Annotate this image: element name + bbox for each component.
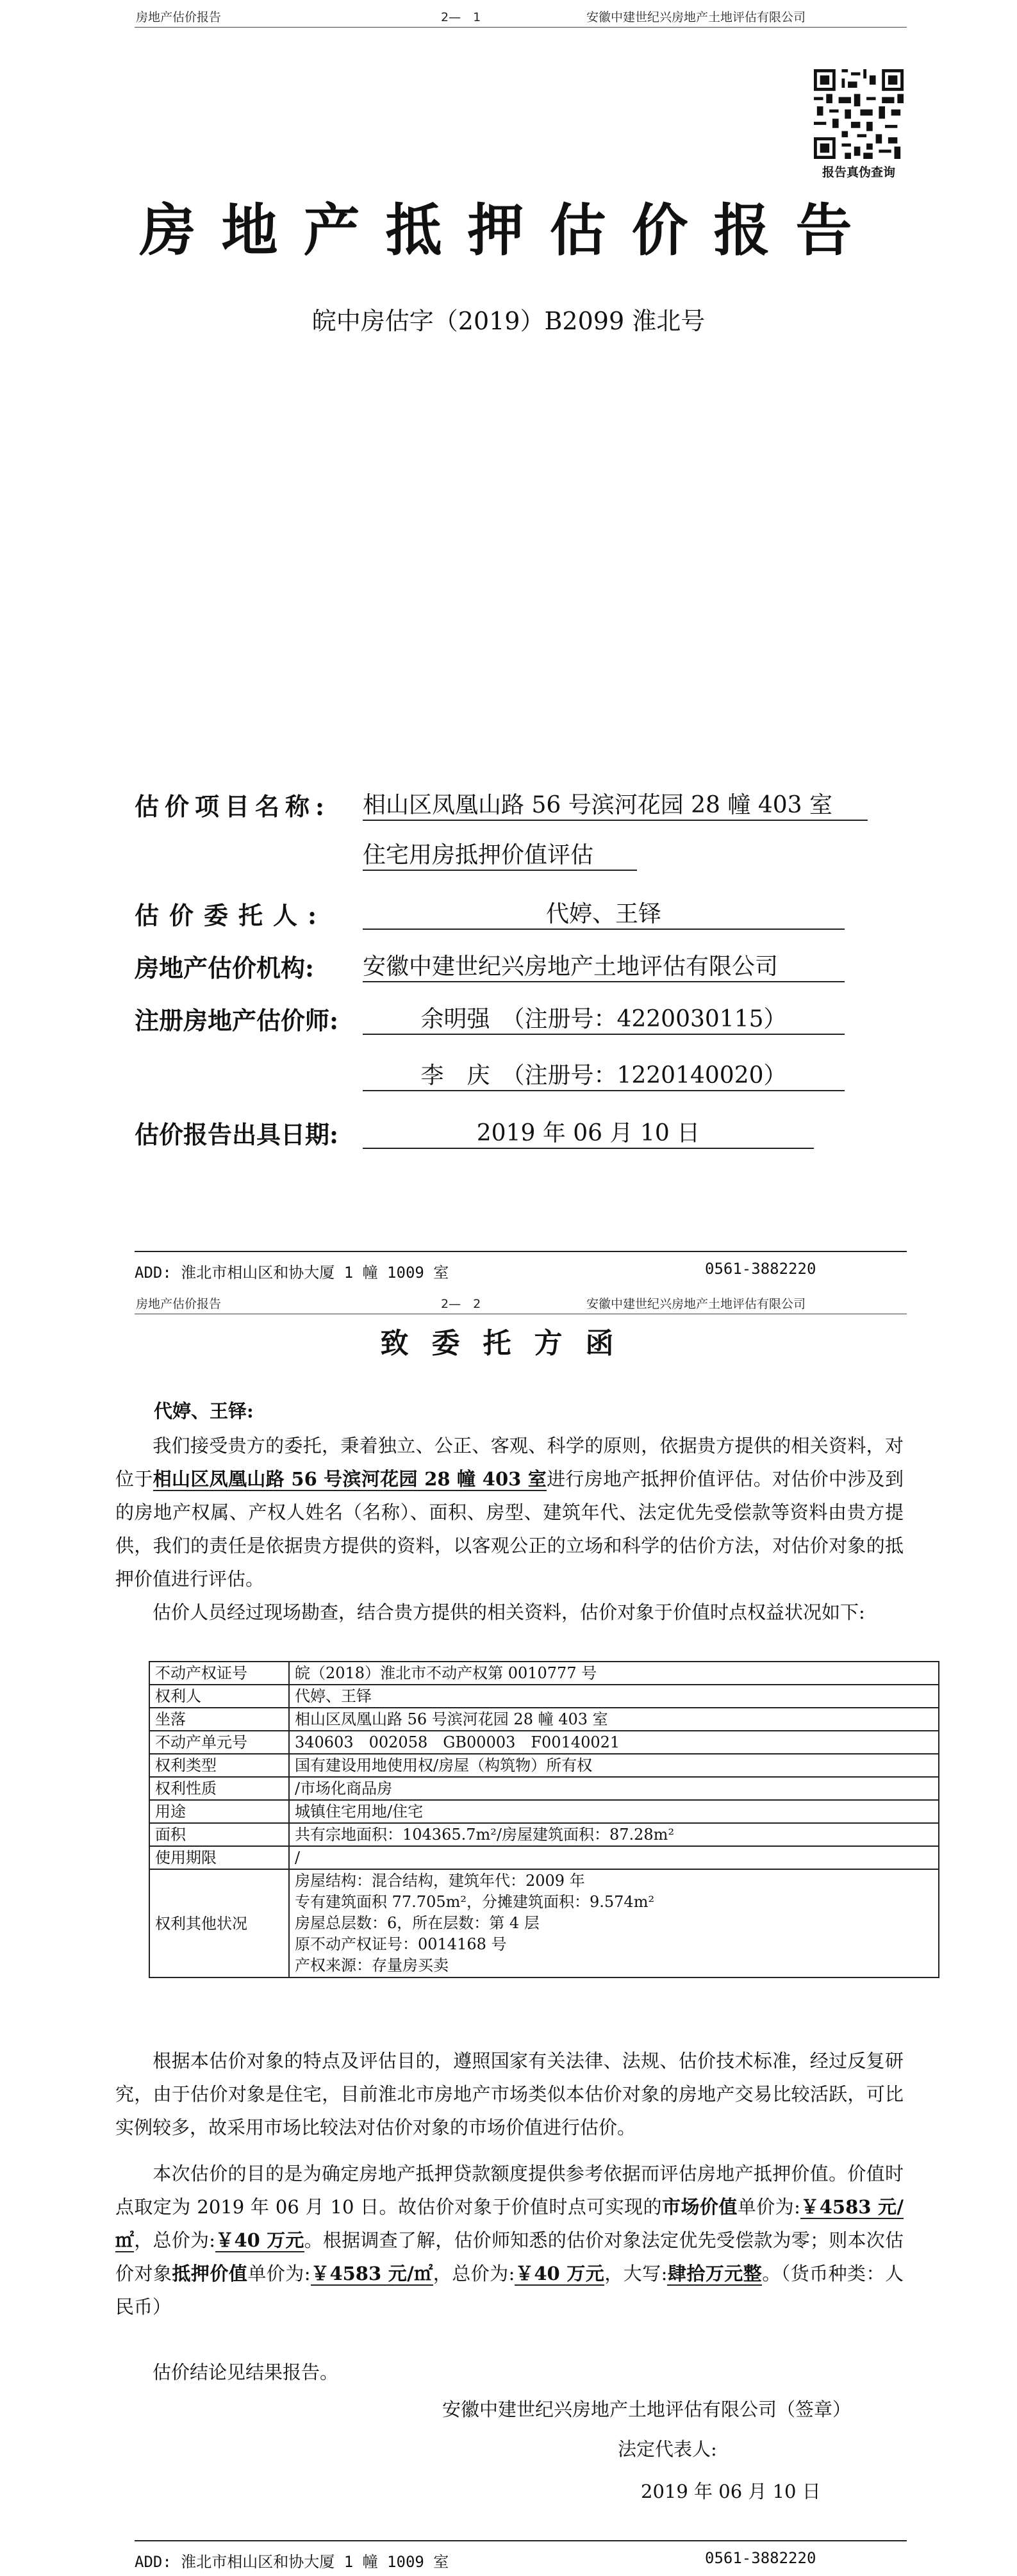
header-right: 安徽中建世纪兴房地产土地评估有限公司 [586,10,806,24]
table-value: 皖（2018）淮北市不动产权第 0010777 号 [289,1662,939,1685]
agency-label: 房地产估价机构: [135,954,315,982]
header-left: 房地产估价报告 [136,10,222,24]
signature-date: 2019 年 06 月 10 日 [641,2481,821,2502]
salutation: 代婷、王铎: [154,1400,254,1422]
table-row [149,1869,939,1977]
market-unit-price: ￥4583 元/㎡ [115,2196,904,2251]
footer-address: ADD: 淮北市相山区和协大厦 1 幢 1009 室 [135,2553,449,2571]
market-value-label: 市场价值 [662,2196,738,2218]
table-key: 权利类型 [149,1754,289,1777]
footer-phone: 0561-3882220 [705,2549,816,2567]
header-rule [135,27,907,28]
issue-date-label: 估价报告出具日期: [135,1120,339,1149]
signature-company: 安徽中建世纪兴房地产土地评估有限公司（签章） [442,2398,852,2420]
market-total-price: ￥40 万元 [215,2229,304,2251]
project-name-line2: 住宅用房抵押价值评估 [363,837,637,871]
footer-rule [135,1251,907,1252]
paragraph-3: 根据本估价对象的特点及评估目的，遵照国家有关法律、法规、估价技术标准，经过反复研究，由于估价对象是住宅，目前淮北市房地产市场类似本估价对象的房地产交易比较活跃，可比实例较多，故采用市场比较法对估价对象的市场价值进行估价。 [115,2050,904,2138]
table-key: 不动产权证号 [149,1662,289,1685]
table-value: 代婷、王铎 [289,1685,939,1708]
paragraph-2: 估价人员经过现场勘查，结合贵方提供的相关资料，估价对象于价值时点权益状况如下: [153,1601,865,1623]
client-label: 估价委托人: [135,901,327,930]
other-line: 房屋总层数：6，所在层数：第 4 层 [295,1914,540,1932]
table-row [149,1800,939,1823]
header-page-number: 2— 2 [441,1297,481,1311]
table-row [149,1846,939,1869]
table-row [149,1662,939,1685]
table-key: 用途 [149,1800,289,1823]
header-page-number: 2— 1 [441,10,481,24]
table-value: 340603 002058 GB00003 F00140021 [289,1731,939,1754]
header-left: 房地产估价报告 [136,1297,222,1311]
table-key: 不动产单元号 [149,1731,289,1754]
legal-representative-label: 法定代表人: [618,2438,717,2460]
table-row [149,1754,939,1777]
paragraph-4: 本次估价的目的是为确定房地产抵押贷款额度提供参考依据而评估房地产抵押价值。价值时点取定为 2019 年 06 月 10 日。故估价对象于价值时点可实现的市场价值单价为:￥4583 元/㎡，总价为:￥40 万元。根据调查了解，估价师知悉的估价对象法定优先受偿款为零；则本次估价对象抵押价值单价为:￥4583 元/㎡，总价为:￥40 万元，大写:肆拾万元整。（货币种类：人民币） [115,2163,904,2318]
header-right: 安徽中建世纪兴房地产土地评估有限公司 [586,1297,806,1311]
table-value: /市场化商品房 [289,1777,939,1800]
mortgage-value-label: 抵押价值 [172,2263,248,2284]
table-key: 权利人 [149,1685,289,1708]
other-line: 房屋结构：混合结构，建筑年代：2009 年 [295,1872,585,1890]
footer-phone: 0561-3882220 [705,1260,816,1278]
table-row [149,1685,939,1708]
letter-title: 致委托方函 [380,1327,637,1360]
table-value: 城镇住宅用地/住宅 [289,1800,939,1823]
appraiser-label: 注册房地产估价师: [135,1006,339,1035]
other-line: 专有建筑面积 77.705m²，分摊建筑面积：9.574m² [295,1893,655,1911]
appraiser-1: 余明强 （注册号：4220030115） [363,1001,845,1035]
agency-value: 安徽中建世纪兴房地产土地评估有限公司 [363,948,845,982]
table-row [149,1731,939,1754]
mortgage-unit-price: ￥4583 元/㎡ [310,2263,433,2284]
amount-in-words: 肆拾万元整 [667,2263,763,2284]
mortgage-total-price: ￥40 万元 [515,2263,605,2284]
table-value: / [289,1846,939,1869]
project-name-label: 估价项目名称: [135,792,331,821]
table-value: 国有建设用地使用权/房屋（构筑物）所有权 [289,1754,939,1777]
paragraph-5: 估价结论见结果报告。 [153,2361,339,2383]
property-address: 相山区凤凰山路 56 号滨河花园 28 幢 403 室 [153,1468,547,1490]
qr-code-icon [814,69,904,159]
footer-rule [135,2540,907,2541]
rights-table [149,1661,939,1978]
appraiser-2: 李 庆 （注册号：1220140020） [363,1057,845,1091]
footer-address: ADD: 淮北市相山区和协大厦 1 幢 1009 室 [135,1264,449,1282]
other-line: 产权来源：存量房买卖 [295,1956,449,1974]
other-line: 原不动产权证号：0014168 号 [295,1935,507,1953]
table-key: 权利性质 [149,1777,289,1800]
issue-date-value: 2019 年 06 月 10 日 [363,1115,814,1149]
table-row [149,1708,939,1731]
report-title: 房地产抵押估价报告 [139,197,878,263]
table-key: 面积 [149,1823,289,1846]
table-row [149,1823,939,1846]
client-value: 代婷、王铎 [363,896,845,930]
table-value: 相山区凤凰山路 56 号滨河花园 28 幢 403 室 [289,1708,939,1731]
table-key: 使用期限 [149,1846,289,1869]
table-value-multiline [289,1869,939,1977]
paragraph-1: 我们接受贵方的委托，秉着独立、公正、客观、科学的原则，依据贵方提供的相关资料，对位于相山区凤凰山路 56 号滨河花园 28 幢 403 室进行房地产抵押价值评估。对估价中涉及到的房地产权属、产权人姓名（名称）、面积、房型、建筑年代、法定优先受偿款等资料由贵方提供，我们的责任是依据贵方提供的资料，以客观公正的立场和科学的估价方法，对估价对象的抵押价值进行评估。 [115,1435,904,1590]
table-key: 权利其他状况 [149,1869,289,1977]
report-number: 皖中房估字（2019）B2099 淮北号 [311,307,706,335]
table-row [149,1777,939,1800]
table-key: 坐落 [149,1708,289,1731]
qr-caption: 报告真伪查询 [822,165,895,179]
project-name-line1: 相山区凤凰山路 56 号滨河花园 28 幢 403 室 [363,787,868,821]
table-value: 共有宗地面积：104365.7m²/房屋建筑面积：87.28m² [289,1823,939,1846]
